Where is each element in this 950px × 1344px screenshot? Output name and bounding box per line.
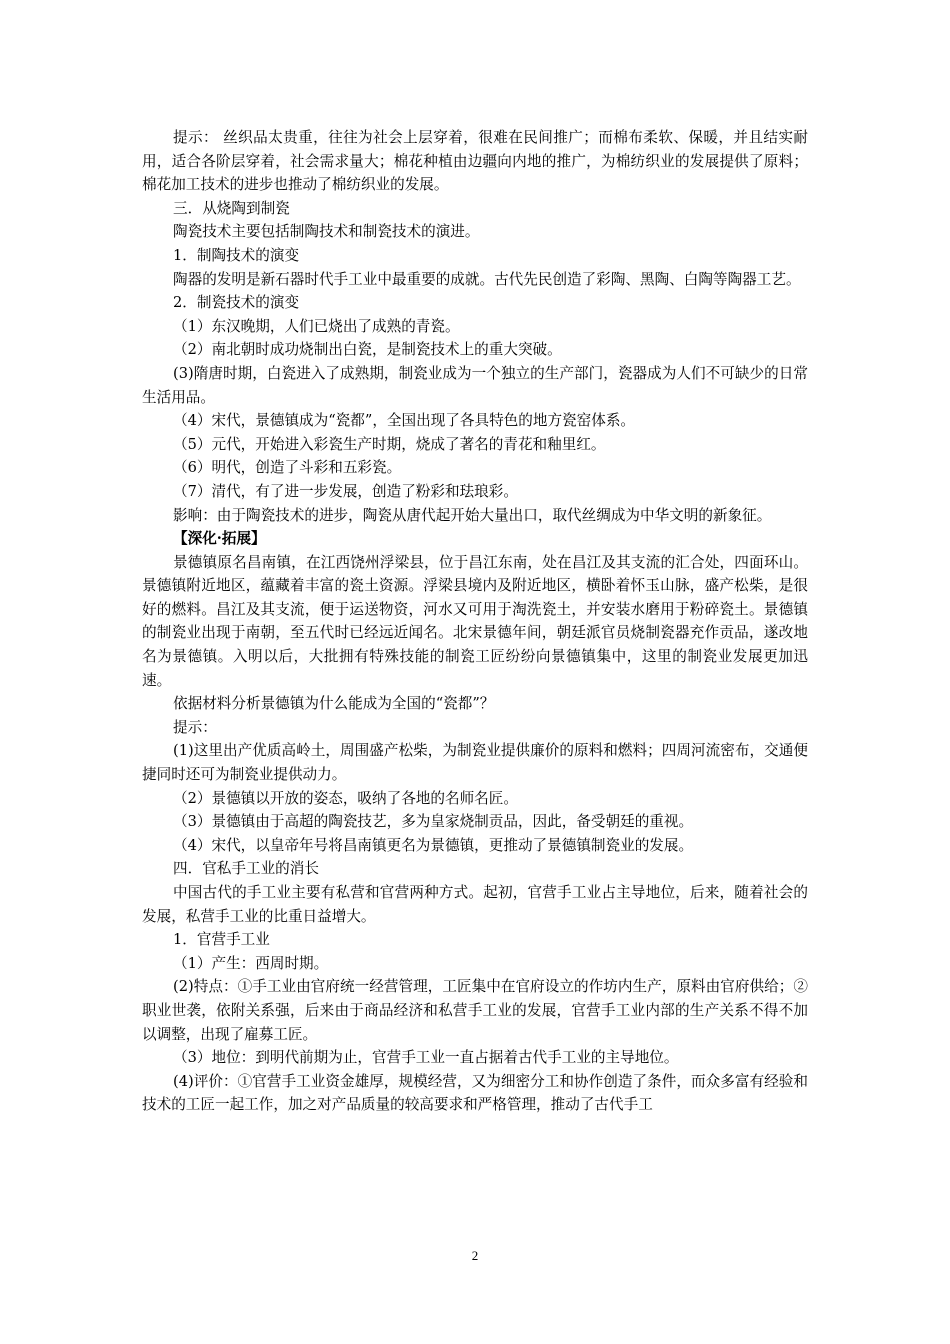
paragraph: 提示： 丝织品太贵重，往往为社会上层穿着，很难在民间推广；而棉布柔软、保暖，并且结实耐用，适合各阶层穿着，社会需求量大；棉花种植由边疆向内地的推广，为棉纺织业的发展提供了原料；棉花加工技术的进步也推动了棉纺织业的发展。	[142, 129, 808, 194]
page-number: 2	[471, 1248, 479, 1263]
list-item: （4）宋代，景德镇成为“瓷都”，全国出现了各具特色的地方瓷窑体系。	[173, 412, 636, 430]
subsection-heading: 2．制瓷技术的演变	[173, 294, 300, 312]
list-item: （4）宋代，以皇帝年号将昌南镇更名为景德镇，更推动了景德镇制瓷业的发展。	[173, 836, 694, 854]
list-item: (4)评价：①官营手工业资金雄厚，规模经营，又为细密分工和协作创造了条件，而众多富有经验和技术的工匠一起工作，加之对产品质量的较高要求和严格管理，推动了古代手工	[142, 1072, 808, 1114]
list-item: （1）东汉晚期，人们已烧出了成熟的青瓷。	[173, 317, 460, 335]
list-item: (2)特点：①手工业由官府统一经营管理，工匠集中在官府设立的作坊内生产，原料由官府供给；②职业世袭，依附关系强，后来由于商品经济和私营手工业的发展，官营手工业内部的生产关系不得不加以调整，出现了雇募工匠。	[142, 978, 808, 1043]
paragraph: 影响：由于陶瓷技术的进步，陶瓷从唐代起开始大量出口，取代丝绸成为中华文明的新象征。	[173, 506, 772, 524]
list-item: （7）清代，有了进一步发展，创造了粉彩和珐琅彩。	[173, 482, 518, 500]
hint-label: 提示：	[173, 718, 217, 736]
paragraph: 陶器的发明是新石器时代手工业中最重要的成就。古代先民创造了彩陶、黑陶、白陶等陶器工艺。	[173, 270, 801, 288]
subsection-heading: 1．制陶技术的演变	[173, 246, 300, 264]
list-item: （2）景德镇以开放的姿态，吸纳了各地的名师名匠。	[173, 789, 518, 807]
list-item: （5）元代，开始进入彩瓷生产时期，烧成了著名的青花和釉里红。	[173, 435, 606, 453]
list-item: （3）景德镇由于高超的陶瓷技艺，多为皇家烧制贡品，因此，备受朝廷的重视。	[173, 813, 694, 831]
question: 依据材料分析景德镇为什么能成为全国的“瓷都”？	[173, 695, 495, 713]
list-item: （6）明代，创造了斗彩和五彩瓷。	[173, 459, 402, 477]
paragraph: 陶瓷技术主要包括制陶技术和制瓷技术的演进。	[173, 223, 480, 241]
subsection-heading: 1．官营手工业	[173, 931, 270, 949]
paragraph: 景德镇原名昌南镇，在江西饶州浮梁县，位于昌江东南，处在昌江及其支流的汇合处，四面环山。景德镇附近地区，蕴藏着丰富的瓷土资源。浮梁县境内及附近地区，横卧着怀玉山脉，盛产松柴，是很好的燃料。昌江及其支流，便于运送物资，河水又可用于淘洗瓷土，并安装水磨用于粉碎瓷土。景德镇的制瓷业出现于南朝，至五代时已经远近闻名。北宋景德年间，朝廷派官员烧制瓷器充作贡品，遂改地名为景德镇。入明以后，大批拥有特殊技能的制瓷工匠纷纷向景德镇集中，这里的制瓷业发展更加迅速。	[142, 553, 808, 689]
paragraph: 中国古代的手工业主要有私营和官营两种方式。起初，官营手工业占主导地位，后来，随着社会的发展，私营手工业的比重日益增大。	[142, 884, 808, 925]
list-item: （3）地位：到明代前期为止，官营手工业一直占据着古代手工业的主导地位。	[173, 1049, 679, 1067]
list-item: (1)这里出产优质高岭土，周围盛产松柴，为制瓷业提供廉价的原料和燃料；四周河流密布，交通便捷同时还可为制瓷业提供动力。	[142, 742, 808, 784]
list-item: （2）南北朝时成功烧制出白瓷，是制瓷技术上的重大突破。	[173, 341, 562, 359]
list-item: （1）产生：西周时期。	[173, 954, 329, 972]
section-heading: 四．官私手工业的消长	[173, 860, 319, 878]
document-body	[142, 126, 808, 1117]
section-heading: 三．从烧陶到制瓷	[173, 199, 290, 217]
extension-heading: 【深化·拓展】	[173, 530, 266, 548]
list-item: (3)隋唐时期，白瓷进入了成熟期，制瓷业成为一个独立的生产部门，瓷器成为人们不可缺少的日常生活用品。	[142, 364, 808, 406]
